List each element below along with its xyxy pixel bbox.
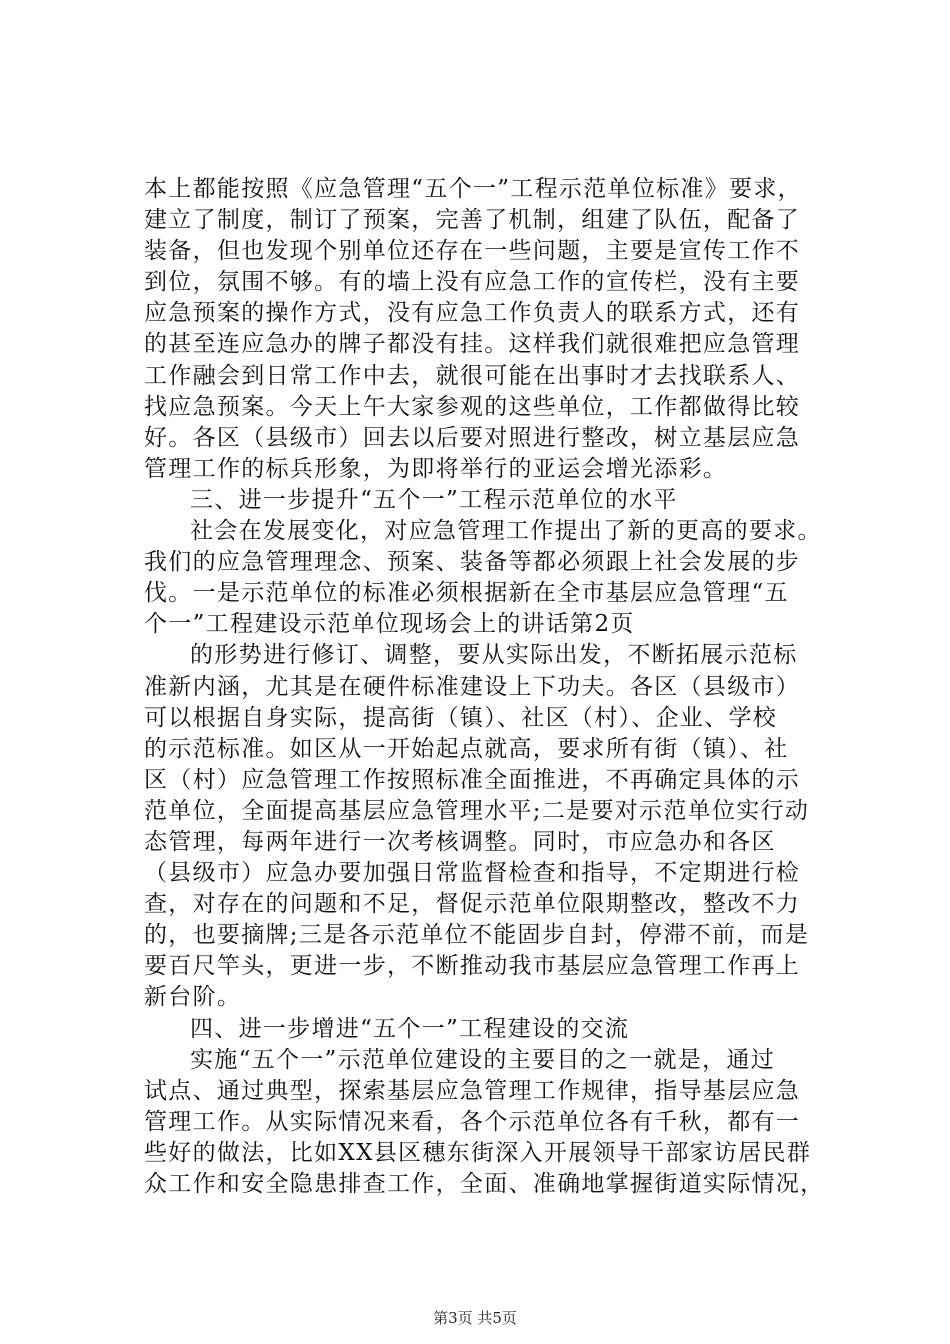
text-line: 装备，但也发现个别单位还存在一些问题，主要是宣传工作不 xyxy=(144,238,801,265)
text-line: 要百尺竿头，更进一步，不断推动我市基层应急管理工作再上 xyxy=(144,953,801,980)
text-line: 区（村）应急管理工作按照标准全面推进，不再确定具体的示 xyxy=(144,766,801,793)
text-line: 的，也要摘牌;三是各示范单位不能固步自封，停滞不前，而是 xyxy=(144,922,810,949)
text-line: 三、进一步提升“五个一”工程示范单位的水平 xyxy=(190,486,678,513)
text-line: （县级市）应急办要加强日常监督检查和指导，不定期进行检 xyxy=(144,860,801,887)
text-line: 的示范标准。如区从一开始起点就高，要求所有街（镇）、社 xyxy=(144,735,789,762)
text-line: 查，对存在的问题和不足，督促示范单位限期整改，整改不力 xyxy=(144,891,801,918)
text-line: 伐。一是示范单位的标准必须根据新在全市基层应急管理“五 xyxy=(144,580,789,607)
text-line: 应急预案的操作方式，没有应急工作负责人的联系方式，还有 xyxy=(144,300,801,327)
text-line: 社会在发展变化，对应急管理工作提出了新的更高的要求。 xyxy=(190,518,822,545)
text-line: 可以根据自身实际，提高街（镇）、社区（村）、企业、学校 xyxy=(144,704,778,731)
text-line: 态管理，每两年进行一次考核调整。同时，市应急办和各区 xyxy=(144,828,776,855)
text-line: 实施“五个一”示范单位建设的主要目的之一就是，通过 xyxy=(190,1046,776,1073)
page-number-label: 第3页 共5页 xyxy=(433,1309,517,1327)
paragraph xyxy=(144,547,834,640)
text-line: 的甚至连应急办的牌子都没有挂。这样我们就很难把应急管理 xyxy=(144,331,801,358)
text-line: 个一”工程建设示范单位现场会上的讲话第2页 xyxy=(144,611,635,638)
text-line: 些好的做法，比如XX县区穗东街深入开展领导干部家访居民群 xyxy=(144,1139,812,1166)
text-line: 的形势进行修订、调整，要从实际出发，不断拓展示范标 xyxy=(190,642,798,669)
text-line: 我们的应急管理理念、预案、装备等都必须跟上社会发展的步 xyxy=(144,549,801,576)
paragraph xyxy=(144,1045,834,1076)
text-line: 管理工作的标兵形象，为即将举行的亚运会增光添彩。 xyxy=(144,455,728,482)
paragraph xyxy=(144,672,834,1014)
paragraph xyxy=(144,174,834,485)
paragraph xyxy=(144,1014,834,1045)
text-line: 工作融会到日常工作中去，就很可能在出事时才去找联系人、 xyxy=(144,362,801,389)
text-line: 众工作和安全隐患排查工作，全面、准确地掌握街道实际情况， xyxy=(144,1171,825,1197)
text-line: 本上都能按照《应急管理“五个一”工程示范单位标准》要求， xyxy=(144,176,802,202)
page-footer xyxy=(0,1308,950,1328)
paragraph xyxy=(144,516,834,547)
text-line: 准新内涵，尤其是在硬件标准建设上下功夫。各区（县级市） xyxy=(144,673,801,700)
text-line: 试点、通过典型，探索基层应急管理工作规律，指导基层应急 xyxy=(144,1077,801,1104)
text-line: 到位，氛围不够。有的墙上没有应急工作的宣传栏，没有主要 xyxy=(144,269,801,296)
paragraph xyxy=(144,1076,834,1200)
paragraph xyxy=(144,640,834,671)
text-line: 四、进一步增进“五个一”工程建设的交流 xyxy=(190,1015,630,1042)
text-line: 找应急预案。今天上午大家参观的这些单位，工作都做得比较 xyxy=(144,393,801,420)
paragraph xyxy=(144,485,834,516)
text-line: 新台阶。 xyxy=(144,984,242,1011)
text-line: 建立了制度，制订了预案，完善了机制，组建了队伍，配备了 xyxy=(144,207,801,234)
text-line: 管理工作。从实际情况来看，各个示范单位各有千秋，都有一 xyxy=(144,1108,801,1135)
text-line: 好。各区（县级市）回去以后要对照进行整改，树立基层应急 xyxy=(144,424,801,451)
document-body xyxy=(144,174,834,1200)
text-line: 范单位，全面提高基层应急管理水平;二是要对示范单位实行动 xyxy=(144,797,810,824)
